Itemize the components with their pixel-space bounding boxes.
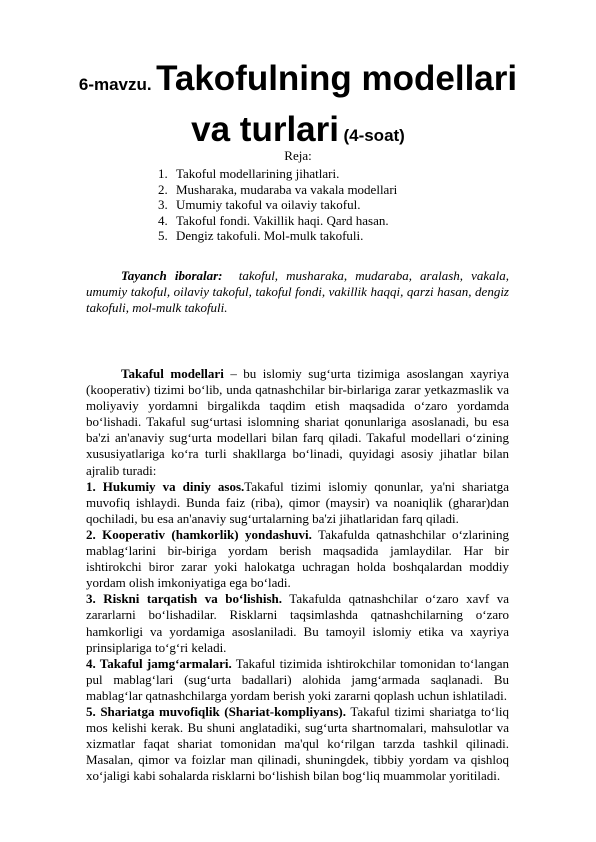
plan-list [158, 166, 397, 244]
point-paragraph: 2. Kooperativ (hamkorlik) yondashuvi. Takafulda qatnashchilar o‘zlarining mablag‘larini bir-biriga yordam berish maqsadida jamlaydilar. Har bir ishtirokchi biror zarar yoki halokatga uchragan holda boshqalardan moddiy yordam olish imkoniyatiga ega bo‘ladi. [86, 526, 509, 591]
plan-item: 1. Takoful modellarining jihatlari. [158, 166, 340, 181]
plan-item: 4. Takoful fondi. Vakillik haqi. Qard hasan. [158, 212, 389, 228]
plan-heading: Reja: [284, 148, 312, 163]
plan-item: 3. Umumiy takoful va oilaviy takoful. [158, 197, 361, 213]
intro-term: Takaful modellari [121, 366, 224, 381]
title-block [0, 58, 596, 158]
point-paragraph: 5. Shariatga muvofiqlik (Shariat-kompliyans). Takaful tizimi shariatga to‘liq mos kelishi kerak. Bu shuni anglatadiki, sug‘urta shartnomalari, mahsulotlar va xizmatlar faqat shariat tomonidan ma'qul ko‘rilgan tarzda tashkil qilinadi. Masalan, qimor va foizlar man qilinadi, shuningdek, tibbiy yordam va qishloq xo‘jaligi kabi sohalarda risklarni bo‘lishish bilan bog‘liq muammolar yoritiladi. [86, 703, 509, 784]
topic-prefix: 6-mavzu. [78, 75, 152, 94]
body-text [86, 366, 509, 784]
point-paragraph: 1. Hukumiy va diniy asos.Takaful tizimi islomiy qonunlar, ya'ni shariatga muvofiq ishlaydi. Bunda faiz (riba), qimor (maysir) va noaniqlik (gharar)dan qochiladi, bu esa an'anaviy sug‘urtalarning ba'zi jihatlaridan farq qiladi. [86, 478, 510, 526]
plan-item: 5. Dengiz takofuli. Mol-mulk takofuli. [158, 228, 364, 244]
title-hours: (4-soat) [343, 126, 405, 145]
keywords-text: takoful, musharaka, mudaraba, aralash, vakala, umumiy takoful, oilaviy takoful, takoful fondi, vakillik haqqi, qarzi hasan, dengiz takofuli, mol-mulk takofuli. [86, 268, 510, 316]
point-paragraph: 4. Takaful jamg‘armalari. Takaful tizimida ishtirokchilar tomonidan to‘langan pul mablag‘lari (sug‘urta badallari) alohida jamg‘armada saqlanadi. Bu mablag‘lar qatnashchilarga yordam berish yoki zararni qoplash uchun ishlatiladi. [86, 655, 509, 703]
keywords-label: Tayanch iboralar: [121, 268, 223, 283]
plan-item: 2. Musharaka, mudaraba va vakala modellari [158, 181, 398, 197]
intro-text: – bu islomiy sug‘urta tizimiga asoslangan xayriya (kooperativ) tizimi bo‘lib, unda qatnashchilar bir-birlariga zarar yetkazmaslik va moliyaviy yordamni birgalikda taqdim etish maqsadida o‘zaro yordamda bo‘lishadi. Takaful sug‘urtasi islomning shariat qonunlariga asoslanadi, bu esa ba'zi an'anaviy sug‘urta modellari bilan farq qiladi. Takaful modellari o‘zining xususiyatlariga ko‘ra turli shakllarga bo‘linadi, quyidagi asosiy jihatlar bilan ajralib turadi: [86, 366, 509, 478]
keywords-paragraph [86, 268, 509, 316]
intro-paragraph [86, 366, 509, 479]
title-line-2: va turlari [191, 110, 339, 149]
title-line-1: Takofulning modellari [156, 59, 518, 98]
point-paragraph: 3. Riskni tarqatish va bo‘lishish. Takafulda qatnashchilar o‘zaro xavf va zararlarni bo‘lishadilar. Risklarni taqsimlashda qatnashchilarning o‘zaro hamkorligi va yordamiga asoslaniladi. Bu tamoyil islomiy etika va xayriya prinsiplariga to‘g‘ri keladi. [86, 591, 509, 655]
